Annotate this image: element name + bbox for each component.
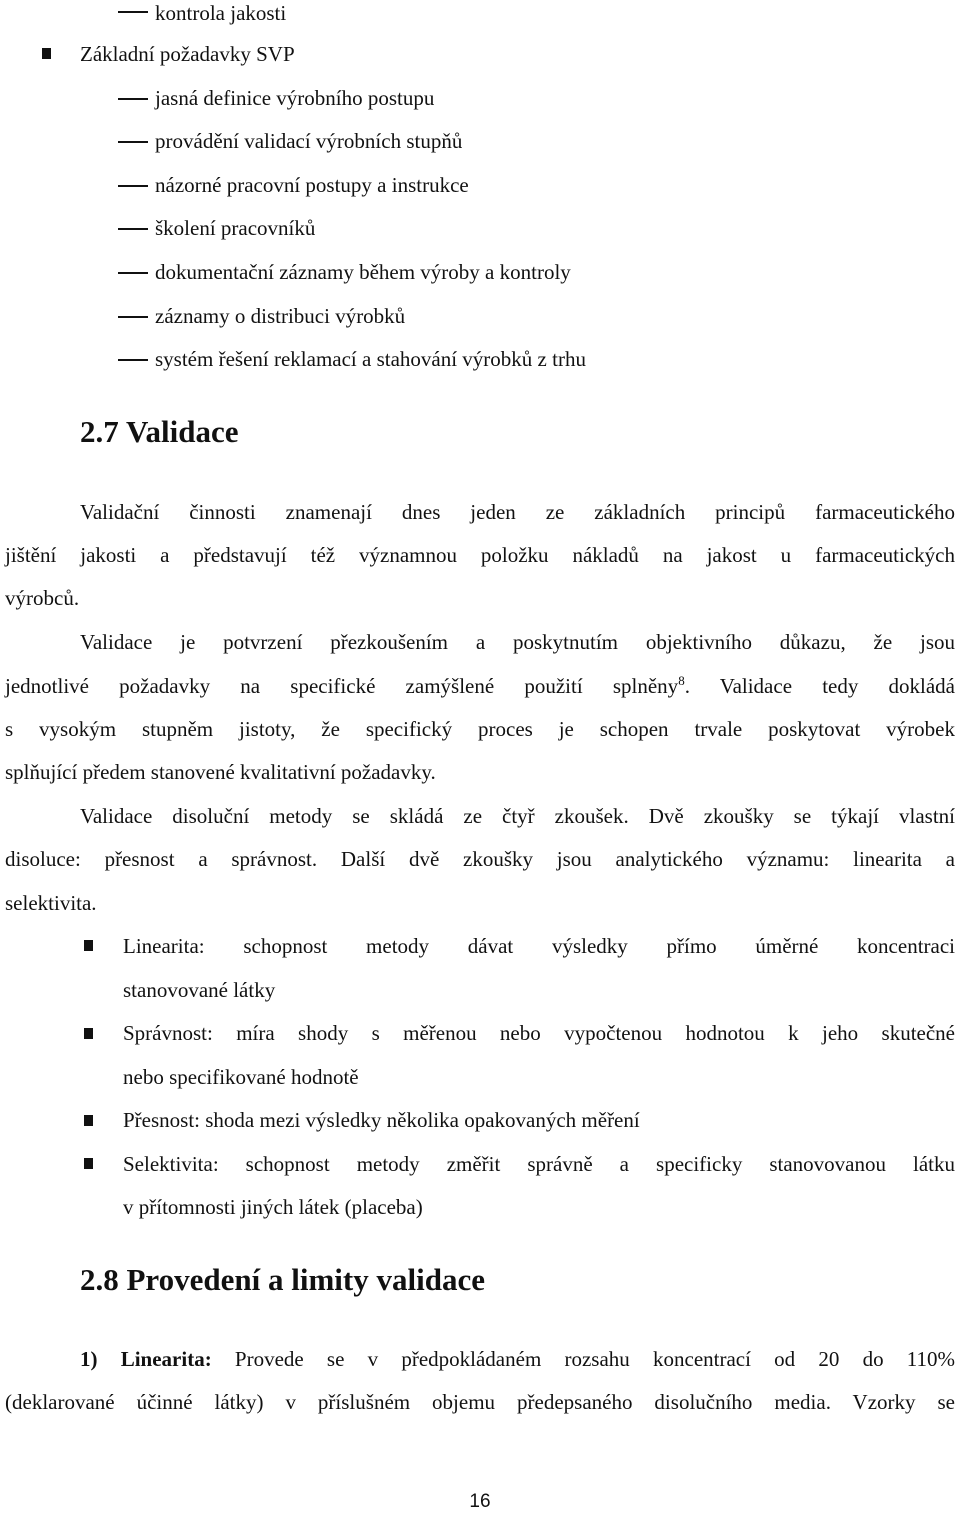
paragraph-line: disoluce: přesnost a správnost. Další dvě zkoušky jsou analytického významu: linearita a [5, 847, 955, 871]
list-item: záznamy o distribuci výrobků [155, 304, 406, 328]
footnote-ref: 8 [678, 673, 685, 688]
list-item-continuation: stanovované látky [123, 978, 276, 1002]
list-item: názorné pracovní postupy a instrukce [155, 173, 469, 197]
dash-bullet-icon [118, 185, 148, 187]
dash-bullet-icon [118, 359, 148, 361]
dash-bullet-icon [118, 228, 148, 230]
dash-bullet-icon [118, 272, 148, 274]
square-bullet-icon [84, 1158, 93, 1169]
list-item: kontrola jakosti [155, 1, 287, 25]
dash-bullet-icon [118, 316, 148, 318]
paragraph-line: s vysokým stupněm jistoty, že specifický proces je schopen trvale poskytovat výrobek [5, 717, 955, 741]
dash-bullet-icon [118, 11, 148, 13]
paragraph-text: Provede se v předpokládaném rozsahu koncentrací od 20 do 110% [211, 1347, 955, 1371]
square-bullet-icon [84, 1028, 93, 1039]
list-item-continuation: nebo specifikované hodnotě [123, 1065, 359, 1089]
square-bullet-icon [84, 1115, 93, 1126]
paragraph-line [80, 1346, 955, 1372]
paragraph-line: Validační činnosti znamenají dnes jeden ze základních principů farmaceutického [80, 500, 955, 524]
square-bullet-icon [42, 48, 51, 59]
paragraph-line: selektivita. [5, 891, 97, 915]
dash-bullet-icon [118, 141, 148, 143]
list-item: Linearita: schopnost metody dávat výsledky přímo úměrné koncentraci [123, 934, 955, 958]
section-heading: 2.8 Provedení a limity validace [80, 1262, 485, 1297]
paragraph-line [5, 673, 955, 699]
list-item: systém řešení reklamací a stahování výrobků z trhu [155, 347, 586, 371]
list-item: dokumentační záznamy během výroby a kontroly [155, 260, 571, 284]
paragraph-line: (deklarované účinné látky) v příslušném objemu předepsaného disolučního media. Vzorky se [5, 1390, 955, 1414]
paragraph-line: Validace disoluční metody se skládá ze čtyř zkoušek. Dvě zkoušky se týkají vlastní [80, 804, 955, 828]
paragraph-lead: 1) Linearita: [80, 1347, 212, 1371]
paragraph-line: jištění jakosti a představují též významnou položku nákladů na jakost u farmaceutických [5, 543, 955, 567]
paragraph-text: jednotlivé požadavky na specifické zamýšlené použití splněny [5, 674, 679, 698]
dash-bullet-icon [118, 98, 148, 100]
list-item: školení pracovníků [155, 216, 316, 240]
paragraph-text: . Validace tedy dokládá [684, 674, 955, 698]
list-item: provádění validací výrobních stupňů [155, 129, 463, 153]
list-item-continuation: v přítomnosti jiných látek (placeba) [123, 1195, 423, 1219]
section-heading: 2.7 Validace [80, 414, 239, 449]
list-item: Selektivita: schopnost metody změřit správně a specificky stanovovanou látku [123, 1152, 955, 1176]
list-item: jasná definice výrobního postupu [155, 86, 435, 110]
list-item: Správnost: míra shody s měřenou nebo vypočtenou hodnotou k jeho skutečné [123, 1021, 955, 1045]
list-item: Základní požadavky SVP [80, 42, 295, 66]
paragraph-line: splňující předem stanovené kvalitativní požadavky. [5, 760, 436, 784]
page-number: 16 [469, 1491, 491, 1512]
paragraph-line: výrobců. [5, 586, 80, 610]
list-item: Přesnost: shoda mezi výsledky několika opakovaných měření [123, 1108, 640, 1132]
paragraph-line: Validace je potvrzení přezkoušením a poskytnutím objektivního důkazu, že jsou [80, 630, 955, 654]
square-bullet-icon [84, 940, 93, 951]
